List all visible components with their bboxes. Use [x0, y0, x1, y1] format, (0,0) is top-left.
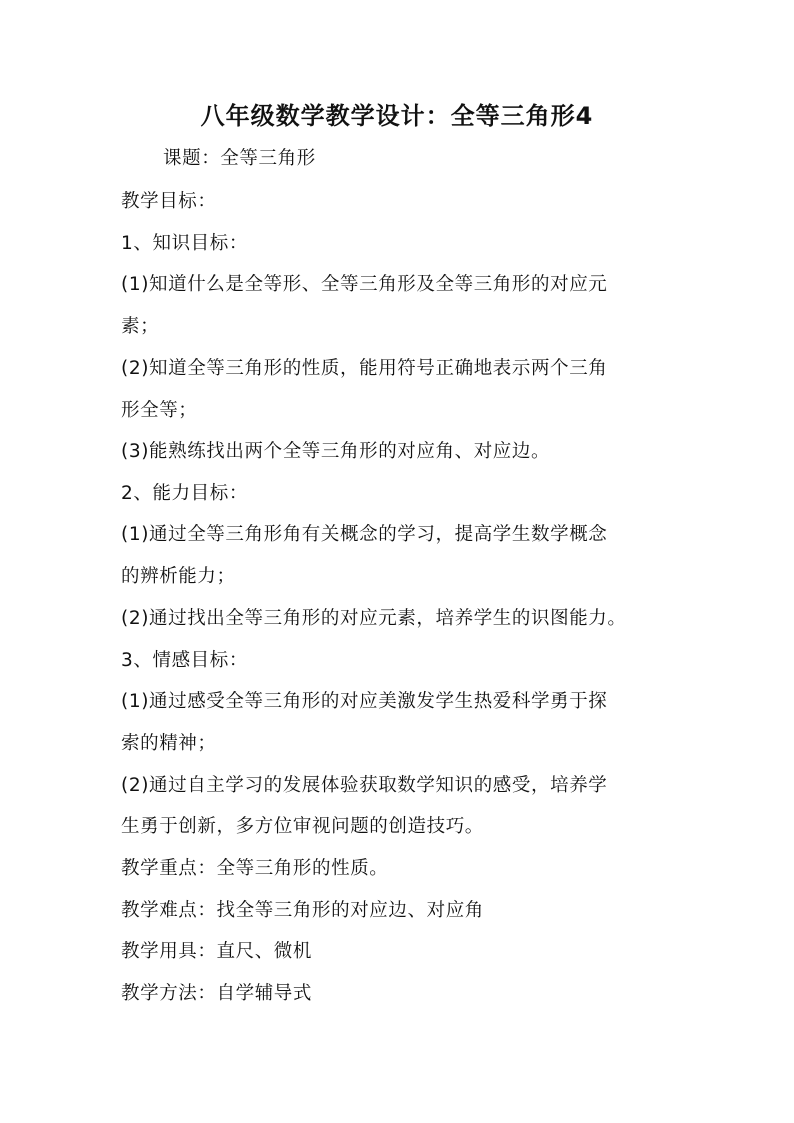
paragraph-line: 形全等；	[121, 400, 198, 421]
paragraph-line: (2)知道全等三角形的性质，能用符号正确地表示两个三角	[121, 358, 608, 379]
ability-objectives-heading: 2、能力目标：	[121, 483, 248, 504]
emotion-objectives-heading: 3、情感目标：	[121, 650, 248, 671]
paragraph-line: 索的精神；	[121, 733, 217, 754]
teaching-objectives-heading: 教学目标：	[121, 191, 217, 212]
teaching-method-line: 教学方法：自学辅导式	[121, 983, 313, 1004]
teaching-tools-line: 教学用具：直尺、微机	[121, 941, 313, 962]
knowledge-objectives-heading: 1、知识目标：	[121, 233, 248, 254]
document-title: 八年级数学教学设计：全等三角形4	[200, 102, 594, 130]
paragraph-line: 的辨析能力；	[121, 566, 236, 587]
paragraph-line: (2)通过找出全等三角形的对应元素，培养学生的识图能力。	[121, 608, 627, 629]
paragraph-line: (2)通过自主学习的发展体验获取数学知识的感受，培养学	[121, 775, 608, 796]
paragraph-line: (1)通过全等三角形角有关概念的学习，提高学生数学概念	[121, 524, 608, 545]
paragraph-line: (3)能熟练找出两个全等三角形的对应角、对应边。	[121, 441, 551, 462]
paragraph-line: (1)知道什么是全等形、全等三角形及全等三角形的对应元	[121, 274, 608, 295]
paragraph-line: (1)通过感受全等三角形的对应美激发学生热爱科学勇于探	[121, 691, 608, 712]
teaching-difficulty-line: 教学难点：找全等三角形的对应边、对应角	[121, 900, 484, 921]
paragraph-line: 素；	[121, 316, 160, 337]
paragraph-line: 生勇于创新，多方位审视问题的创造技巧。	[121, 816, 484, 837]
lesson-topic-line: 课题：全等三角形	[163, 148, 316, 169]
teaching-key-point-line: 教学重点：全等三角形的性质。	[121, 858, 389, 879]
